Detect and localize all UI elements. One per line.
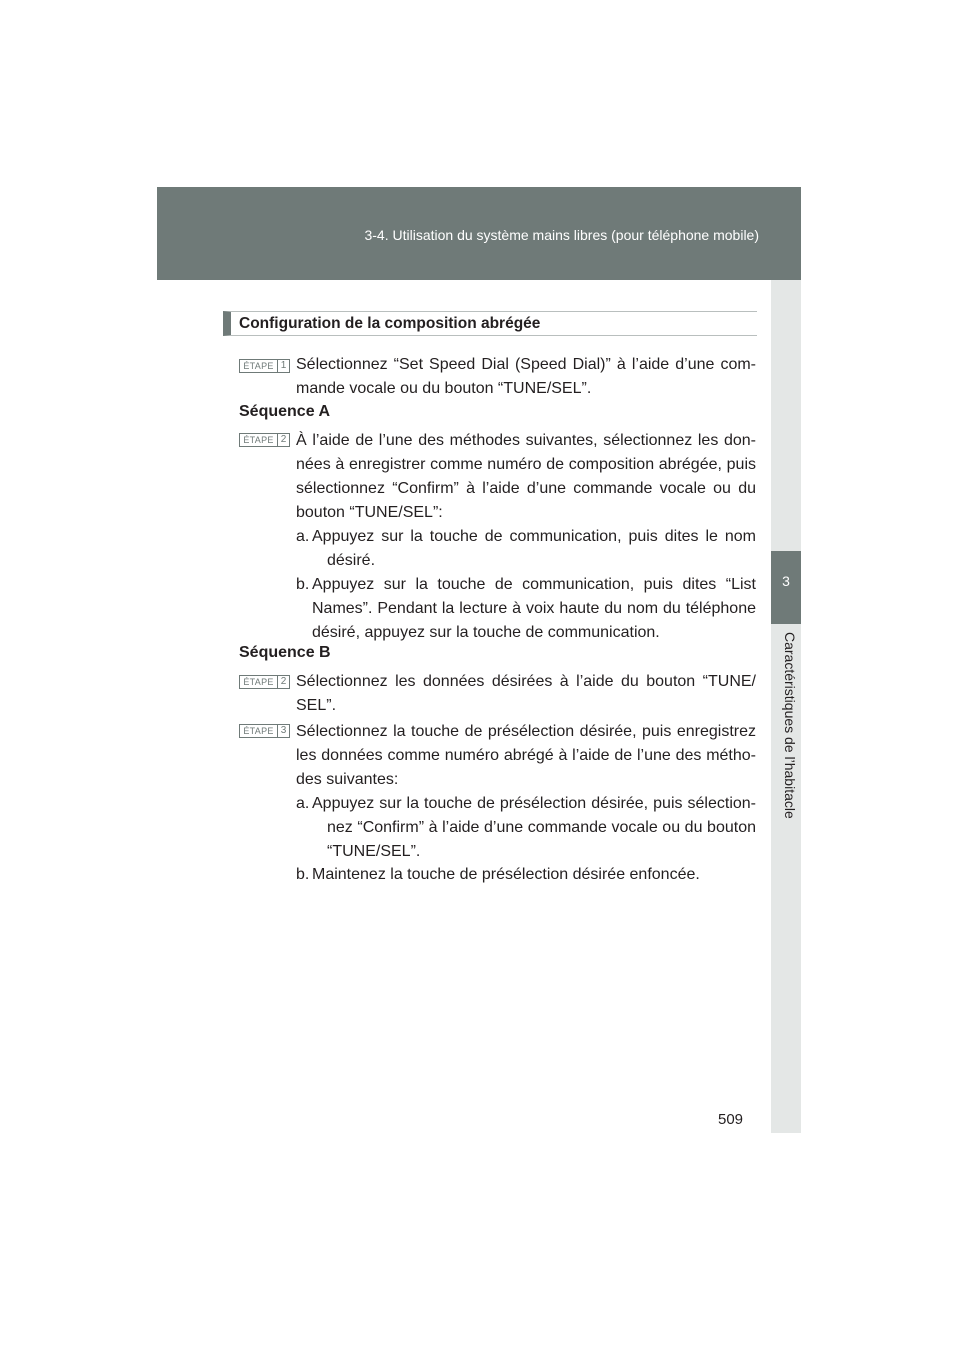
step-label: ÉTAPE: [240, 434, 278, 446]
step-badge-1: [239, 359, 290, 373]
step-2a-line-4: bouton “TUNE/SEL”:: [296, 504, 443, 521]
seqA-option-a-line-2: désiré.: [327, 552, 376, 569]
seqB-option-a-line-2: nez “Confirm” à l’aide d’une commande vocale ou du bouton: [327, 819, 756, 836]
step-1-line-2: mande vocale ou du bouton “TUNE/SEL”.: [296, 380, 592, 397]
chapter-title: 3-4. Utilisation du système mains libres (pour téléphone mobile): [364, 227, 759, 243]
step-3-line-1: Sélectionnez la touche de présélection désirée, puis enregistrez: [296, 723, 756, 740]
chapter-tab-number: 3: [782, 573, 790, 589]
step-3-line-3: des suivantes:: [296, 771, 399, 788]
option-marker: a.: [296, 528, 310, 545]
section-title: Configuration de la composition abrégée: [239, 315, 541, 332]
sequence-b-heading: Séquence B: [239, 644, 331, 661]
seqB-option-a-line-3: “TUNE/SEL”.: [327, 843, 421, 860]
step-3-line-2: les données comme numéro abrégé à l’aide de l’une des métho-: [296, 747, 756, 764]
step-2a-line-2: nées à enregistrer comme numéro de composition abrégée, puis: [296, 456, 756, 473]
step-label: ÉTAPE: [240, 360, 278, 372]
sequence-a-heading: Séquence A: [239, 403, 330, 420]
step-2b-line-1: Sélectionnez les données désirées à l’aide du bouton “TUNE/: [296, 673, 756, 690]
step-badge-2b: [239, 675, 290, 689]
option-marker: a.: [296, 795, 310, 812]
seqA-option-b-line-1: Appuyez sur la touche de communication, puis dites “List: [312, 576, 756, 593]
step-label: ÉTAPE: [240, 725, 278, 737]
seqA-option-a-line-1: Appuyez sur la touche de communication, puis dites le nom: [312, 528, 756, 545]
step-number: 2: [280, 434, 287, 445]
step-label: ÉTAPE: [240, 676, 278, 688]
page-number: 509: [718, 1111, 744, 1128]
chapter-header: [157, 187, 801, 280]
chapter-tab: [771, 551, 801, 624]
seqA-option-b-line-3: désiré, appuyez sur la touche de communication.: [312, 624, 660, 641]
chapter-tab-label: Caractéristiques de l’habitacle: [782, 632, 798, 819]
step-number: 1: [280, 360, 287, 371]
section-heading: [223, 311, 757, 336]
step-badge-3: [239, 724, 290, 738]
step-2a-line-1: À l’aide de l’une des méthodes suivantes, sélectionnez les don-: [296, 432, 756, 449]
step-2b-line-2: SEL”.: [296, 697, 337, 714]
step-1-line-1: Sélectionnez “Set Speed Dial (Speed Dial)” à l’aide d’une com-: [296, 356, 756, 373]
seqA-option-b-line-2: Names”. Pendant la lecture à voix haute du nom du téléphone: [312, 600, 756, 617]
seqB-option-b-line-1: Maintenez la touche de présélection désirée enfoncée.: [312, 866, 700, 883]
step-badge-2a: [239, 433, 290, 447]
step-number: 2: [280, 676, 287, 687]
option-marker: b.: [296, 576, 310, 593]
step-number: 3: [280, 725, 287, 736]
step-2a-line-3: sélectionnez “Confirm” à l’aide d’une commande vocale ou du: [296, 480, 756, 497]
seqB-option-a-line-1: Appuyez sur la touche de présélection désirée, puis sélection-: [312, 795, 756, 812]
option-marker: b.: [296, 866, 310, 883]
